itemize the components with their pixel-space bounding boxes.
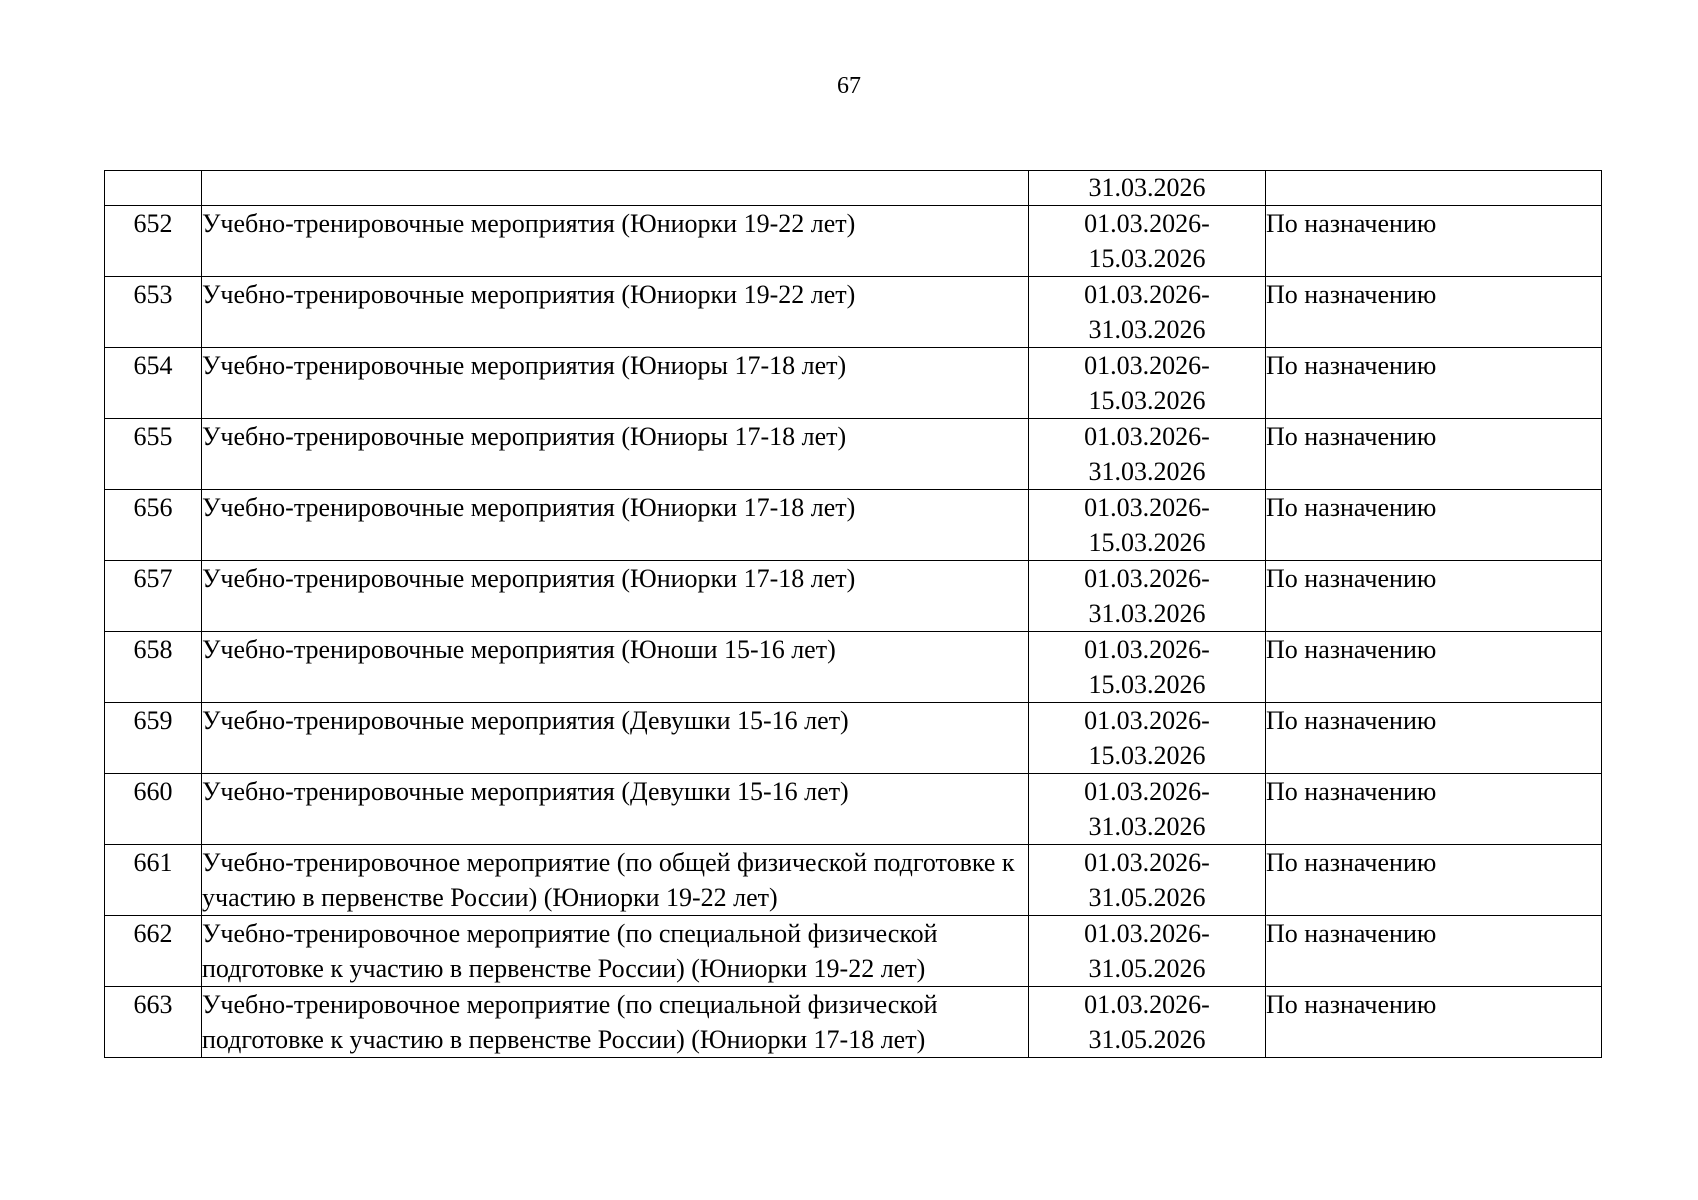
dates-cell: [1029, 774, 1266, 845]
date-line: 31.03.2026: [1088, 173, 1206, 202]
date-line: 15.03.2026: [1088, 528, 1206, 557]
event-name-cell: [202, 171, 1029, 206]
table-row: [105, 206, 1602, 277]
event-name-cell: Учебно-тренировочные мероприятия (Юниорки 19-22 лет): [202, 206, 1029, 277]
event-name-cell: Учебно-тренировочные мероприятия (Юноши 15-16 лет): [202, 632, 1029, 703]
row-number-cell: 660: [105, 774, 202, 845]
date-line: 31.03.2026: [1088, 315, 1206, 344]
row-number-cell: 652: [105, 206, 202, 277]
event-name-cell: Учебно-тренировочное мероприятие (по специальной физической подготовке к участию в первенстве России) (Юниорки 17-18 лет): [202, 987, 1029, 1058]
row-number-cell: 653: [105, 277, 202, 348]
dates-cell: [1029, 632, 1266, 703]
date-line: 01.03.2026-: [1084, 493, 1210, 522]
note-cell: По назначению: [1266, 774, 1602, 845]
event-name-cell: Учебно-тренировочные мероприятия (Девушки 15-16 лет): [202, 703, 1029, 774]
table-row: [105, 703, 1602, 774]
row-number-cell: [105, 171, 202, 206]
event-name-cell: Учебно-тренировочное мероприятие (по специальной физической подготовке к участию в первенстве России) (Юниорки 19-22 лет): [202, 916, 1029, 987]
date-line: 01.03.2026-: [1084, 209, 1210, 238]
note-cell: По назначению: [1266, 916, 1602, 987]
date-line: 01.03.2026-: [1084, 564, 1210, 593]
date-line: 01.03.2026-: [1084, 280, 1210, 309]
event-name-cell: Учебно-тренировочные мероприятия (Юниорки 19-22 лет): [202, 277, 1029, 348]
date-line: 15.03.2026: [1088, 741, 1206, 770]
date-line: 01.03.2026-: [1084, 422, 1210, 451]
date-line: 15.03.2026: [1088, 244, 1206, 273]
table-row: [105, 277, 1602, 348]
event-name-cell: Учебно-тренировочные мероприятия (Юниоры 17-18 лет): [202, 419, 1029, 490]
dates-cell: [1029, 348, 1266, 419]
dates-cell: [1029, 916, 1266, 987]
note-cell: По назначению: [1266, 490, 1602, 561]
dates-cell: [1029, 703, 1266, 774]
event-name-cell: Учебно-тренировочное мероприятие (по общей физической подготовке к участию в первенстве России) (Юниорки 19-22 лет): [202, 845, 1029, 916]
event-name-cell: Учебно-тренировочные мероприятия (Юниорки 17-18 лет): [202, 561, 1029, 632]
event-name-cell: Учебно-тренировочные мероприятия (Юниорки 17-18 лет): [202, 490, 1029, 561]
note-cell: По назначению: [1266, 348, 1602, 419]
table-row: [105, 845, 1602, 916]
dates-cell: [1029, 561, 1266, 632]
date-line: 31.03.2026: [1088, 457, 1206, 486]
row-number-cell: 658: [105, 632, 202, 703]
row-number-cell: 657: [105, 561, 202, 632]
row-number-cell: 655: [105, 419, 202, 490]
date-line: 01.03.2026-: [1084, 990, 1210, 1019]
table-row: [105, 561, 1602, 632]
dates-cell: [1029, 419, 1266, 490]
row-number-cell: 654: [105, 348, 202, 419]
table-row: [105, 632, 1602, 703]
row-number-cell: 661: [105, 845, 202, 916]
date-line: 15.03.2026: [1088, 386, 1206, 415]
event-name-cell: Учебно-тренировочные мероприятия (Юниоры 17-18 лет): [202, 348, 1029, 419]
note-cell: По назначению: [1266, 632, 1602, 703]
dates-cell: [1029, 171, 1266, 206]
date-line: 01.03.2026-: [1084, 706, 1210, 735]
continuation-row: [105, 171, 1602, 206]
dates-cell: [1029, 277, 1266, 348]
date-line: 31.05.2026: [1088, 954, 1206, 983]
date-line: 01.03.2026-: [1084, 848, 1210, 877]
note-cell: По назначению: [1266, 703, 1602, 774]
date-line: 31.03.2026: [1088, 812, 1206, 841]
note-cell: По назначению: [1266, 845, 1602, 916]
row-number-cell: 659: [105, 703, 202, 774]
row-number-cell: 662: [105, 916, 202, 987]
date-line: 01.03.2026-: [1084, 351, 1210, 380]
date-line: 01.03.2026-: [1084, 919, 1210, 948]
table-row: [105, 348, 1602, 419]
table-row: [105, 774, 1602, 845]
date-line: 31.03.2026: [1088, 599, 1206, 628]
note-cell: По назначению: [1266, 987, 1602, 1058]
date-line: 01.03.2026-: [1084, 777, 1210, 806]
row-number-cell: 656: [105, 490, 202, 561]
date-line: 31.05.2026: [1088, 883, 1206, 912]
dates-cell: [1029, 490, 1266, 561]
note-cell: По назначению: [1266, 561, 1602, 632]
note-cell: По назначению: [1266, 206, 1602, 277]
dates-cell: [1029, 206, 1266, 277]
note-cell: [1266, 171, 1602, 206]
table-row: [105, 916, 1602, 987]
date-line: 31.05.2026: [1088, 1025, 1206, 1054]
dates-cell: [1029, 987, 1266, 1058]
note-cell: По назначению: [1266, 419, 1602, 490]
event-name-cell: Учебно-тренировочные мероприятия (Девушки 15-16 лет): [202, 774, 1029, 845]
table-row: [105, 987, 1602, 1058]
table-body: [105, 171, 1602, 1058]
dates-cell: [1029, 845, 1266, 916]
schedule-table: [104, 170, 1602, 1058]
table-row: [105, 490, 1602, 561]
note-cell: По назначению: [1266, 277, 1602, 348]
date-line: 01.03.2026-: [1084, 635, 1210, 664]
date-line: 15.03.2026: [1088, 670, 1206, 699]
row-number-cell: 663: [105, 987, 202, 1058]
page-number: 67: [837, 73, 861, 99]
table-row: [105, 419, 1602, 490]
